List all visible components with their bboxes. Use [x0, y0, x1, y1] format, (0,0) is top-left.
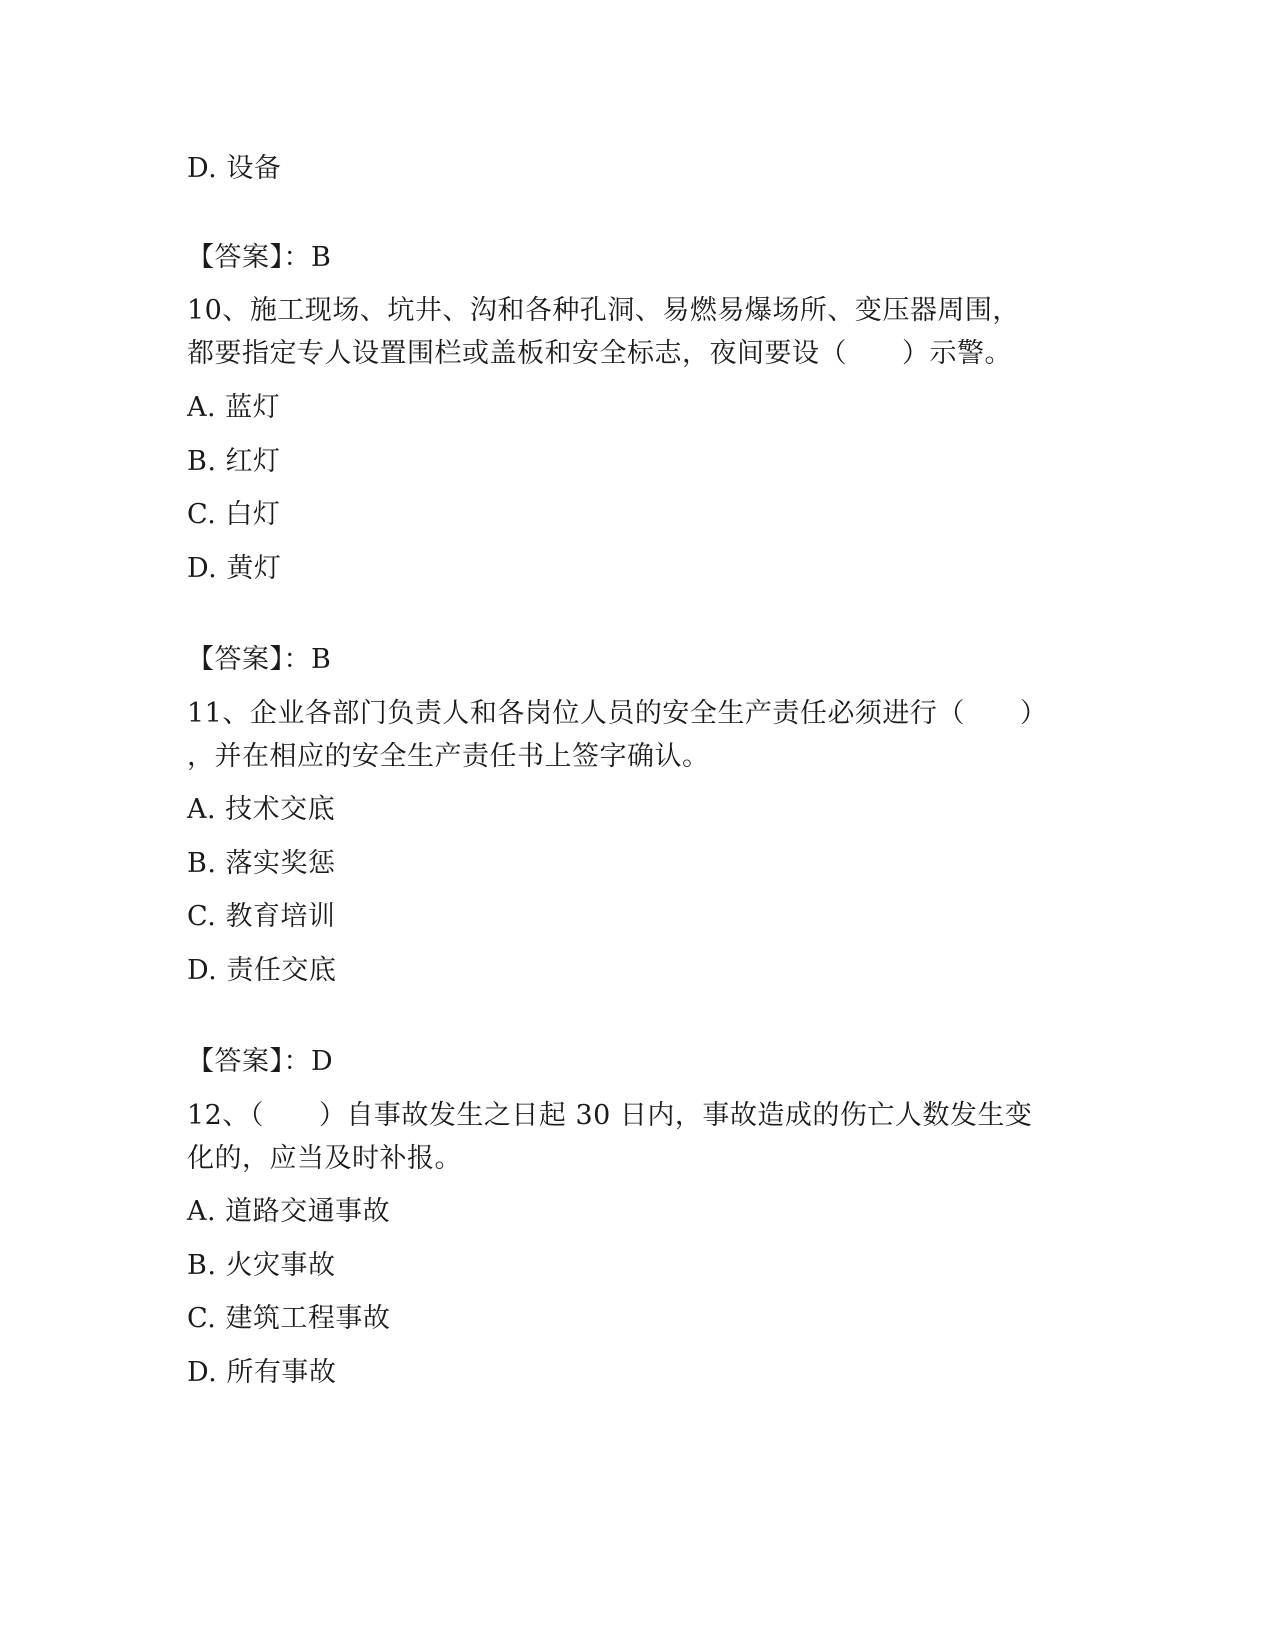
q11-option-b: B. 落实奖惩 — [187, 848, 336, 879]
q10-stem-line2: 都要指定专人设置围栏或盖板和安全标志，夜间要设（ ）示警。 — [187, 338, 1012, 369]
q10-option-d: D. 黄灯 — [187, 553, 282, 584]
q10-option-a: A. 蓝灯 — [187, 392, 281, 423]
q11-stem-line2: ，并在相应的安全生产责任书上签字确认。 — [187, 741, 710, 772]
q11-option-d: D. 责任交底 — [187, 955, 337, 986]
q12-option-b: B. 火灾事故 — [187, 1250, 336, 1281]
q11-option-a: A. 技术交底 — [187, 794, 336, 825]
q10-option-c: C. 白灯 — [187, 499, 281, 530]
q10-answer: 【答案】：B — [187, 644, 332, 675]
q11-option-c: C. 教育培训 — [187, 901, 336, 932]
q12-option-d: D. 所有事故 — [187, 1357, 337, 1388]
q11-stem-line1: 11、企业各部门负责人和各岗位人员的安全生产责任必须进行（ ） — [187, 698, 1048, 729]
q10-option-b: B. 红灯 — [187, 446, 281, 477]
q12-option-c: C. 建筑工程事故 — [187, 1303, 391, 1334]
q12-stem-line2: 化的，应当及时补报。 — [187, 1143, 462, 1174]
prev-question-option-d: D. 设备 — [187, 153, 282, 184]
q12-option-a: A. 道路交通事故 — [187, 1196, 391, 1227]
q12-stem-line1: 12、（ ）自事故发生之日起 30 日内，事故造成的伤亡人数发生变 — [187, 1100, 1033, 1131]
q11-answer: 【答案】：D — [187, 1046, 334, 1077]
prev-question-answer: 【答案】：B — [187, 242, 332, 273]
q10-stem-line1: 10、施工现场、坑井、沟和各种孔洞、易燃易爆场所、变压器周围， — [187, 295, 1020, 326]
